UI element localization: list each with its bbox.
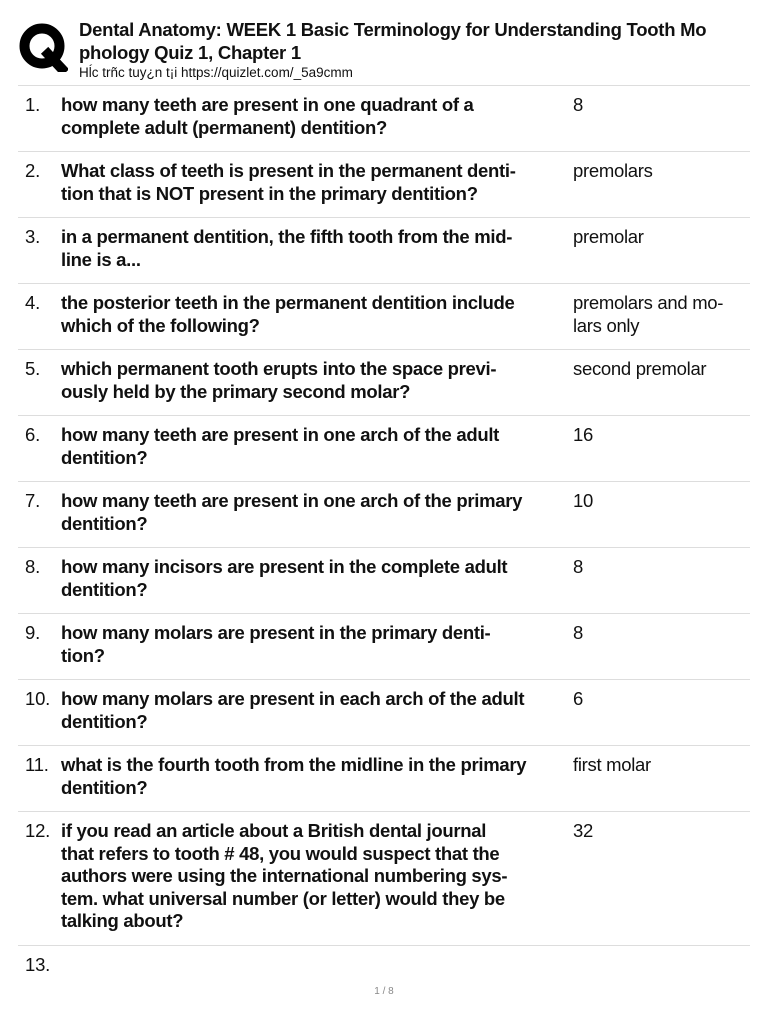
question-number: 11.	[25, 754, 49, 775]
page-header	[0, 0, 768, 84]
question-number: 13.	[25, 954, 51, 975]
question-text: the posterior teeth in the permanent dentition include which of the following?	[61, 292, 515, 336]
question-row-1	[18, 86, 750, 152]
answer-text: 16	[573, 424, 593, 445]
question-text: in a permanent dentition, the fifth tooth from the mid- line is a...	[61, 226, 513, 270]
question-number: 4.	[25, 292, 41, 313]
answer-text: second premolar	[573, 358, 707, 379]
question-text: how many incisors are present in the complete adult dentition?	[61, 556, 508, 600]
question-number: 3.	[25, 226, 41, 247]
question-number: 1.	[25, 94, 41, 115]
question-row-10	[18, 680, 750, 746]
answer-text: 8	[573, 94, 583, 115]
answer-text: premolars and mo- lars only	[573, 292, 724, 336]
question-list	[18, 85, 750, 1006]
question-row-9	[18, 614, 750, 680]
question-row-8	[18, 548, 750, 614]
question-row-6	[18, 416, 750, 482]
title-line-1: Dental Anatomy: WEEK 1 Basic Terminology for Understanding Tooth Mo	[79, 19, 707, 40]
question-number: 10.	[25, 688, 51, 709]
question-row-2	[18, 152, 750, 218]
question-row-13	[18, 946, 750, 1006]
question-row-4	[18, 284, 750, 350]
question-number: 7.	[25, 490, 41, 511]
question-number: 9.	[25, 622, 41, 643]
question-row-5	[18, 350, 750, 416]
answer-text: 32	[573, 820, 593, 841]
answer-text: 6	[573, 688, 583, 709]
question-number: 2.	[25, 160, 41, 181]
question-row-12	[18, 812, 750, 946]
question-row-11	[18, 746, 750, 812]
quizlet-logo-icon	[18, 22, 68, 72]
question-row-3	[18, 218, 750, 284]
question-number: 6.	[25, 424, 41, 445]
question-text: how many teeth are present in one quadrant of a complete adult (permanent) dentition?	[61, 94, 474, 138]
answer-text: first molar	[573, 754, 651, 775]
question-number: 12.	[25, 820, 51, 841]
page-indicator: 1 / 8	[374, 986, 394, 997]
question-text: how many molars are present in each arch of the adult dentition?	[61, 688, 525, 732]
question-text: how many molars are present in the primary denti- tion?	[61, 622, 491, 666]
answer-text: premolars	[573, 160, 653, 181]
source-url[interactable]: Hĺc trñc tuy¿n t¡i https://quizlet.com/_5a9cmm	[79, 65, 353, 80]
title-line-2: phology Quiz 1, Chapter 1	[79, 41, 301, 63]
document-title	[79, 19, 768, 64]
question-row-7	[18, 482, 750, 548]
question-number: 5.	[25, 358, 41, 379]
question-number: 8.	[25, 556, 41, 577]
question-text: what is the fourth tooth from the midline in the primary dentition?	[61, 754, 527, 798]
question-text: how many teeth are present in one arch of the primary dentition?	[61, 490, 523, 534]
question-text: how many teeth are present in one arch of the adult dentition?	[61, 424, 500, 468]
answer-text: premolar	[573, 226, 644, 247]
answer-text: 8	[573, 556, 583, 577]
answer-text: 8	[573, 622, 583, 643]
question-text: which permanent tooth erupts into the space previ- ously held by the primary second molar?	[61, 358, 497, 402]
answer-text: 10	[573, 490, 593, 511]
question-text: What class of teeth is present in the permanent denti- tion that is NOT present in the primary dentition?	[61, 160, 516, 204]
question-text: if you read an article about a British dental journal that refers to tooth # 48, you would suspect that the authors were using the international numbering sys- tem. what universal number (or letter) would they be talking about?	[61, 820, 508, 931]
